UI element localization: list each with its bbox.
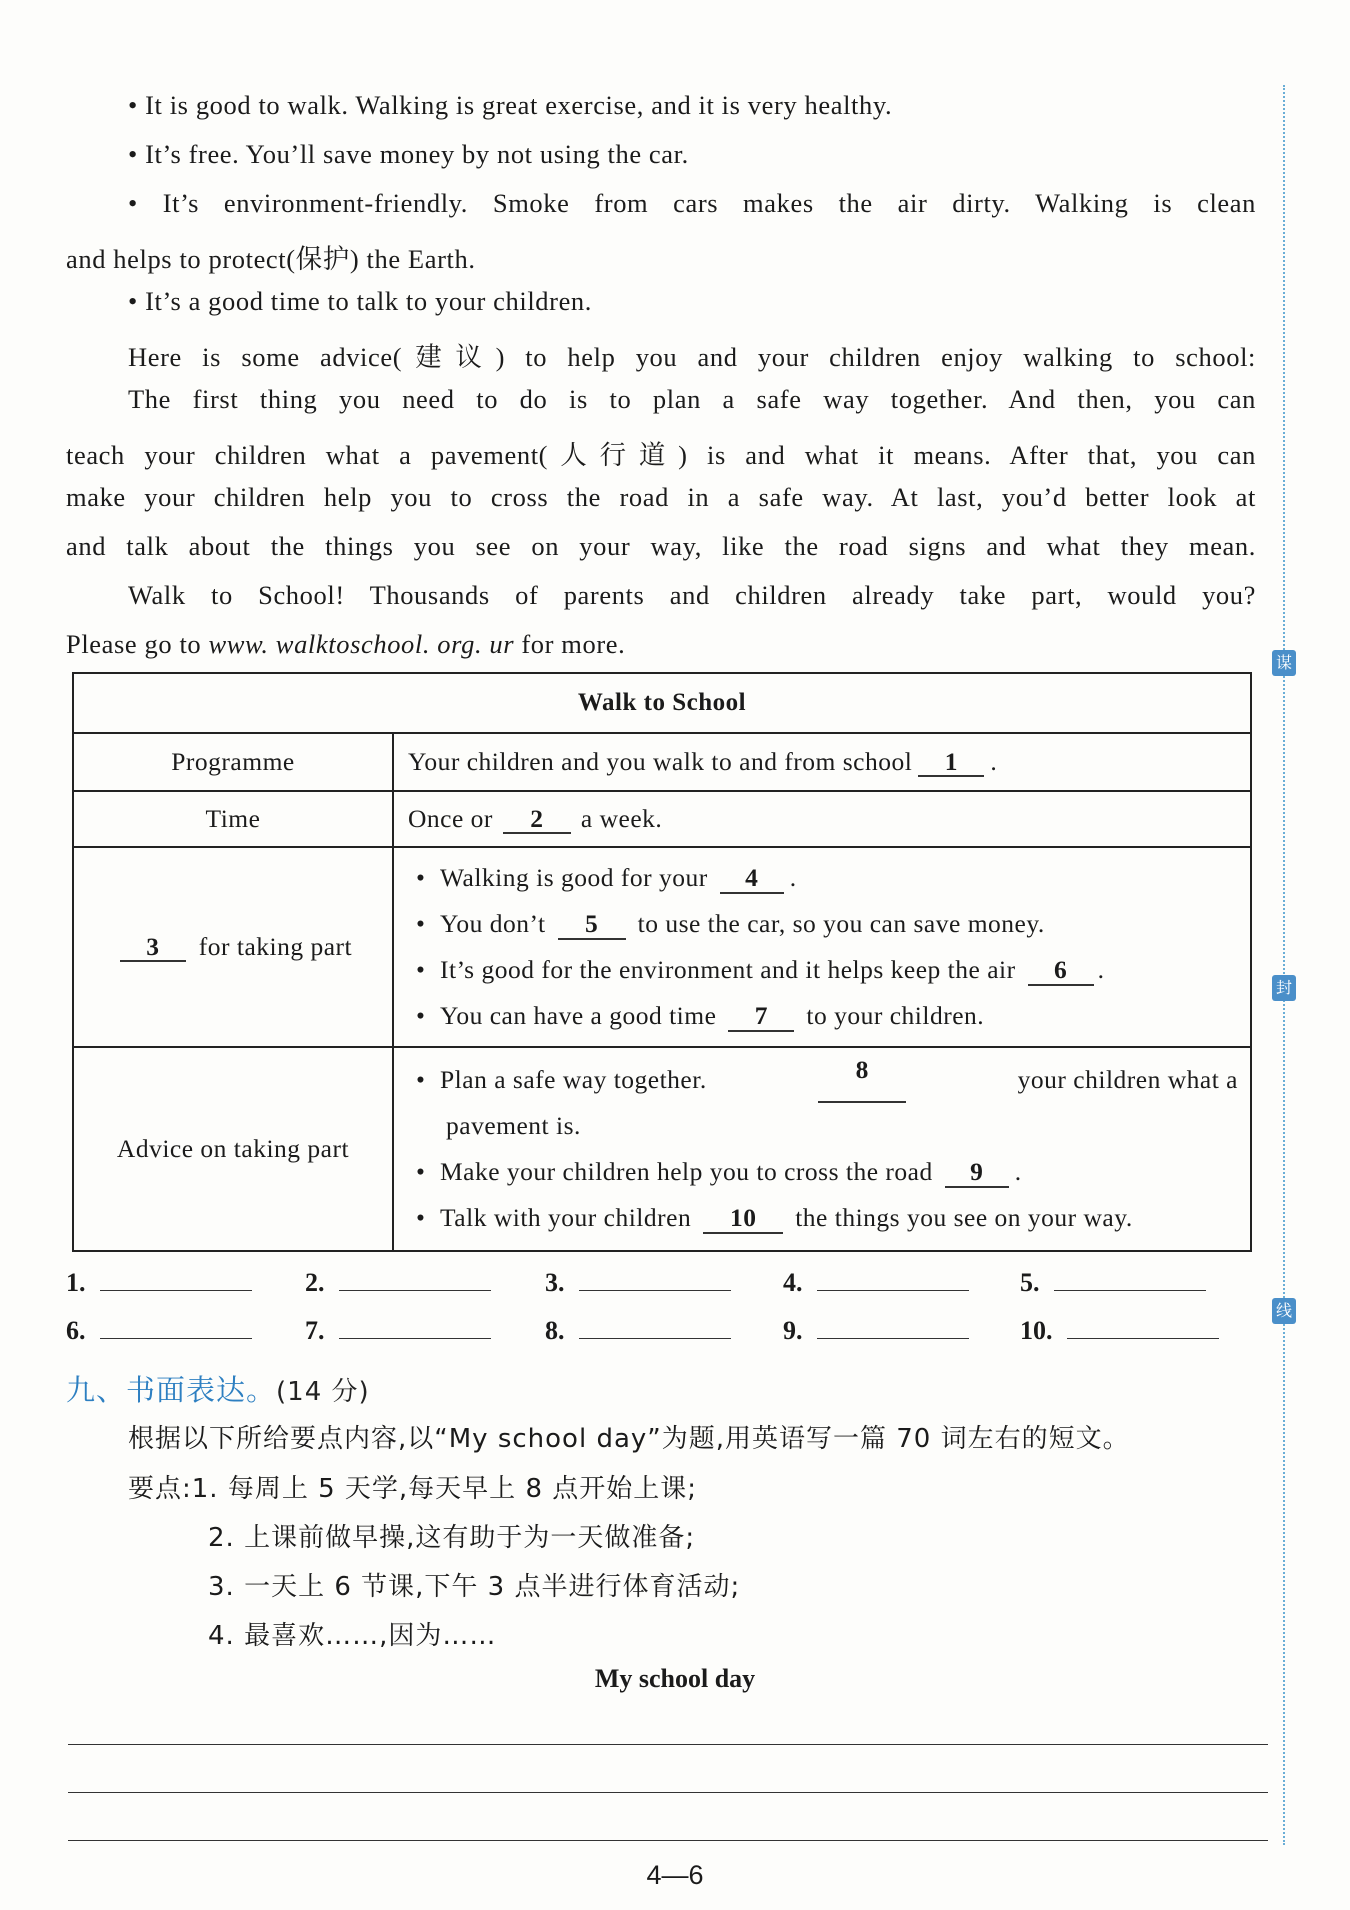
reasons-label-text: for taking part bbox=[198, 931, 353, 961]
time-post: a week. bbox=[580, 803, 663, 833]
answer-10[interactable]: 10. bbox=[1020, 1316, 1219, 1346]
blank-4: 4 bbox=[720, 865, 784, 894]
answer-1[interactable]: 1. bbox=[66, 1268, 252, 1298]
table-title: Walk to School bbox=[73, 673, 1251, 733]
blank-1: 1 bbox=[918, 749, 984, 778]
row-programme-content bbox=[393, 733, 1251, 791]
page-number: 4—6 bbox=[646, 1860, 704, 1890]
blank-3: 3 bbox=[120, 934, 186, 963]
answer-9[interactable]: 9. bbox=[783, 1316, 969, 1346]
blank-6: 6 bbox=[1028, 957, 1094, 986]
blank-9: 9 bbox=[945, 1159, 1009, 1188]
passage-bullet-1: • It is good to walk. Walking is great exercise, and it is very healthy. bbox=[128, 90, 893, 120]
advice-item-2: • Make your children help you to cross the road 9 . bbox=[408, 1149, 1238, 1195]
blank-7: 7 bbox=[728, 1003, 794, 1032]
section-9-heading: 九、书面表达。(14 分) bbox=[66, 1373, 370, 1407]
answer-5[interactable]: 5. bbox=[1020, 1268, 1206, 1298]
points-label: 要点: bbox=[128, 1474, 192, 1504]
answer-7[interactable]: 7. bbox=[305, 1316, 491, 1346]
passage-bullet-4: • It’s a good time to talk to your children. bbox=[128, 286, 593, 316]
reason-item-2: • You don’t 5 to use the car, so you can save money. bbox=[408, 901, 1249, 947]
advice-item-3: • Talk with your children 10 the things you see on your way. bbox=[408, 1195, 1238, 1241]
walk-to-school-table bbox=[72, 672, 1252, 1252]
website-url: www. walktoschool. org. ur bbox=[208, 629, 515, 659]
writing-point-4: 4. 最喜欢……,因为…… bbox=[208, 1621, 497, 1651]
row-time-label: Time bbox=[73, 791, 393, 847]
row-programme-label: Programme bbox=[73, 733, 393, 791]
reason-item-3: • It’s good for the environment and it helps keep the air 6 . bbox=[408, 947, 1249, 993]
answer-8[interactable]: 8. bbox=[545, 1316, 731, 1346]
passage-bullet-3: • It’s environment-friendly. Smoke from cars makes the air dirty. Walking is clean bbox=[128, 188, 1256, 218]
closing-line-2 bbox=[66, 629, 1256, 660]
advice-line-4: and talk about the things you see on your way, like the road signs and what they mean. bbox=[66, 531, 1256, 561]
blank-2: 2 bbox=[503, 806, 571, 835]
answer-6[interactable]: 6. bbox=[66, 1316, 252, 1346]
blank-10: 10 bbox=[703, 1205, 783, 1234]
time-pre: Once or bbox=[408, 803, 493, 833]
reason-item-1: • Walking is good for your 4 . bbox=[408, 855, 1249, 901]
row-reasons-content bbox=[393, 847, 1251, 1047]
closing-prefix: Please go to bbox=[66, 629, 209, 659]
reason-item-4: • You can have a good time 7 to your children. bbox=[408, 993, 1249, 1039]
answer-4[interactable]: 4. bbox=[783, 1268, 969, 1298]
side-tab-1: 谋 bbox=[1272, 650, 1296, 676]
essay-title: My school day bbox=[594, 1664, 756, 1693]
passage-bullet-3-cont: and helps to protect(保护) the Earth. bbox=[66, 244, 476, 274]
blank-5: 5 bbox=[558, 911, 626, 940]
row-advice-content bbox=[393, 1047, 1251, 1251]
side-tab-2: 封 bbox=[1272, 975, 1296, 1001]
blank-8: 8 bbox=[818, 1057, 906, 1103]
answer-2[interactable]: 2. bbox=[305, 1268, 491, 1298]
writing-point-2: 2. 上课前做早操,这有助于为一天做准备; bbox=[208, 1523, 696, 1553]
passage-bullet-2: • It’s free. You’ll save money by not using the car. bbox=[128, 139, 689, 169]
row-advice-label: Advice on taking part bbox=[73, 1047, 393, 1251]
advice-item-1: • Plan a safe way together. 8 your children what a bbox=[408, 1057, 1238, 1103]
closing-suffix: for more. bbox=[514, 629, 626, 659]
advice-line-2: teach your children what a pavement(人行道) is and what it means. After that, you can bbox=[66, 440, 1256, 470]
advice-item-1-cont: pavement is. bbox=[446, 1111, 581, 1140]
closing-line-1: Walk to School! Thousands of parents and children already take part, would you? bbox=[128, 580, 1256, 610]
writing-instruction: 根据以下所给要点内容,以“My school day”为题,用英语写一篇 70 词左右的短文。 bbox=[128, 1424, 1130, 1454]
section-9-points: (14 分) bbox=[276, 1377, 370, 1407]
writing-line-2[interactable] bbox=[68, 1792, 1268, 1793]
writing-point-3: 3. 一天上 6 节课,下午 3 点半进行体育活动; bbox=[208, 1572, 741, 1602]
advice-intro: Here is some advice(建议) to help you and your children enjoy walking to school: bbox=[128, 342, 1256, 372]
side-tab-3: 线 bbox=[1272, 1298, 1296, 1324]
advice-line-3: make your children help you to cross the road in a safe way. At last, you’d better look at bbox=[66, 482, 1256, 512]
programme-end: . bbox=[990, 746, 998, 776]
row-reasons-label bbox=[73, 847, 393, 1047]
writing-line-3[interactable] bbox=[68, 1840, 1268, 1841]
row-time-content bbox=[393, 791, 1251, 847]
margin-guide bbox=[1283, 85, 1285, 1845]
writing-line-1[interactable] bbox=[68, 1744, 1268, 1745]
advice-line-1: The first thing you need to do is to plan a safe way together. And then, you can bbox=[128, 384, 1256, 414]
programme-text: Your children and you walk to and from school bbox=[408, 746, 913, 776]
answer-3[interactable]: 3. bbox=[545, 1268, 731, 1298]
writing-point-1: 要点:1. 每周上 5 天学,每天早上 8 点开始上课; bbox=[128, 1474, 698, 1504]
